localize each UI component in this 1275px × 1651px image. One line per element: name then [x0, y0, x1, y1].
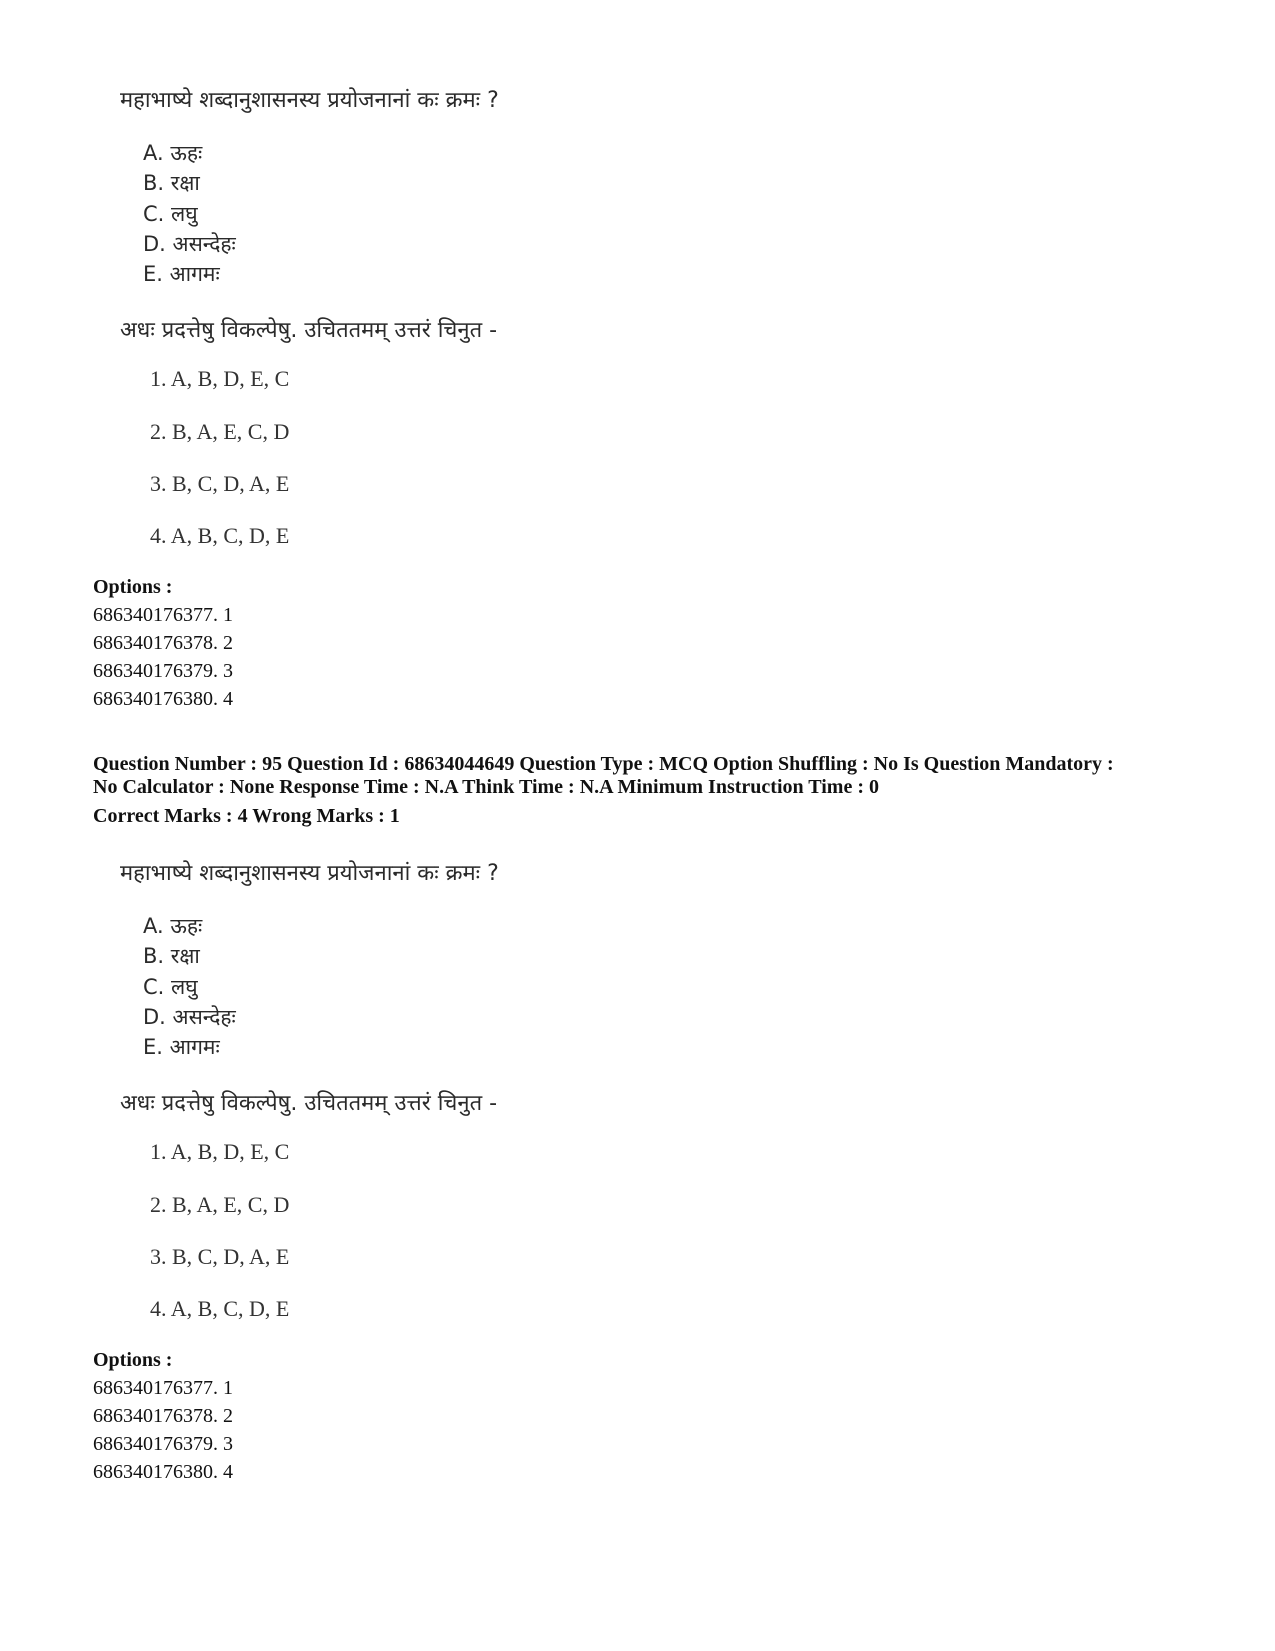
- option-line: 686340176379. 3: [93, 660, 233, 682]
- option-line: 686340176380. 4: [93, 1461, 233, 1483]
- option-line: 686340176378. 2: [93, 632, 233, 654]
- options-heading: Options :: [93, 1349, 173, 1371]
- item-c: C. लघु: [143, 975, 198, 999]
- item-a: A. ऊहः: [143, 141, 203, 165]
- option-line: 686340176377. 1: [93, 1377, 233, 1399]
- question-meta-line-2: No Calculator : None Response Time : N.A Think Time : N.A Minimum Instruction Time : 0: [93, 776, 879, 798]
- option-line: 686340176380. 4: [93, 688, 233, 710]
- choice-4: 4. A, B, C, D, E: [150, 1296, 290, 1321]
- question-text: महाभाष्ये शब्दानुशासनस्य प्रयोजनानां कः क्रमः ?: [120, 861, 499, 886]
- choice-1: 1. A, B, D, E, C: [150, 1139, 290, 1164]
- item-e: E. आगमः: [143, 1035, 220, 1059]
- choice-1: 1. A, B, D, E, C: [150, 366, 290, 391]
- choice-2: 2. B, A, E, C, D: [150, 419, 290, 444]
- item-d: D. असन्देहः: [143, 232, 236, 256]
- choice-3: 3. B, C, D, A, E: [150, 471, 290, 496]
- question-meta-line-1: Question Number : 95 Question Id : 68634044649 Question Type : MCQ Option Shuffling : No Is Question Mandatory :: [93, 753, 1114, 775]
- item-c: C. लघु: [143, 202, 198, 226]
- item-b: B. रक्षा: [143, 944, 200, 968]
- option-line: 686340176378. 2: [93, 1405, 233, 1427]
- choice-3: 3. B, C, D, A, E: [150, 1244, 290, 1269]
- item-d: D. असन्देहः: [143, 1005, 236, 1029]
- item-b: B. रक्षा: [143, 171, 200, 195]
- question-text: महाभाष्ये शब्दानुशासनस्य प्रयोजनानां कः क्रमः ?: [120, 88, 499, 113]
- options-heading: Options :: [93, 576, 173, 598]
- instruction-text: अधः प्रदत्तेषु विकल्पेषु. उचिततमम् उत्तरं चिनुत -: [120, 1091, 498, 1116]
- choice-2: 2. B, A, E, C, D: [150, 1192, 290, 1217]
- option-line: 686340176377. 1: [93, 604, 233, 626]
- item-a: A. ऊहः: [143, 914, 203, 938]
- item-e: E. आगमः: [143, 262, 220, 286]
- instruction-text: अधः प्रदत्तेषु विकल्पेषु. उचिततमम् उत्तरं चिनुत -: [120, 318, 498, 343]
- choice-4: 4. A, B, C, D, E: [150, 523, 290, 548]
- question-marks: Correct Marks : 4 Wrong Marks : 1: [93, 805, 400, 827]
- option-line: 686340176379. 3: [93, 1433, 233, 1455]
